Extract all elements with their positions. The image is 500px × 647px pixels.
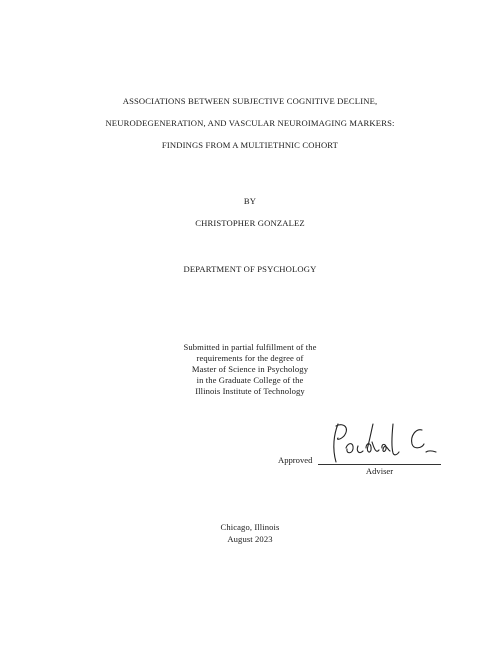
thesis-title-line-3: FINDINGS FROM A MULTIETHNIC COHORT xyxy=(161,140,339,150)
adviser-signature xyxy=(326,418,446,466)
submission-line-3: Master of Science in Psychology xyxy=(191,364,309,374)
thesis-title-line-2: NEURODEGENERATION, AND VASCULAR NEUROIMAGING MARKERS: xyxy=(105,118,395,128)
adviser-label: Adviser xyxy=(365,466,394,476)
submission-line-4: in the Graduate College of the xyxy=(196,375,304,385)
submission-line-5: Illinois Institute of Technology xyxy=(195,386,305,396)
author-name: CHRISTOPHER GONZALEZ xyxy=(195,218,305,228)
department: DEPARTMENT OF PSYCHOLOGY xyxy=(183,264,317,274)
date: August 2023 xyxy=(227,534,273,544)
thesis-title-line-1: ASSOCIATIONS BETWEEN SUBJECTIVE COGNITIVE DECLINE, xyxy=(122,96,378,106)
approved-label: Approved xyxy=(278,455,313,465)
signature-line xyxy=(318,464,441,465)
approval-block xyxy=(0,418,500,478)
submission-line-2: requirements for the degree of xyxy=(196,353,304,363)
location: Chicago, Illinois xyxy=(220,522,280,532)
by-label: BY xyxy=(243,196,257,206)
submission-line-1: Submitted in partial fulfillment of the xyxy=(183,342,317,352)
